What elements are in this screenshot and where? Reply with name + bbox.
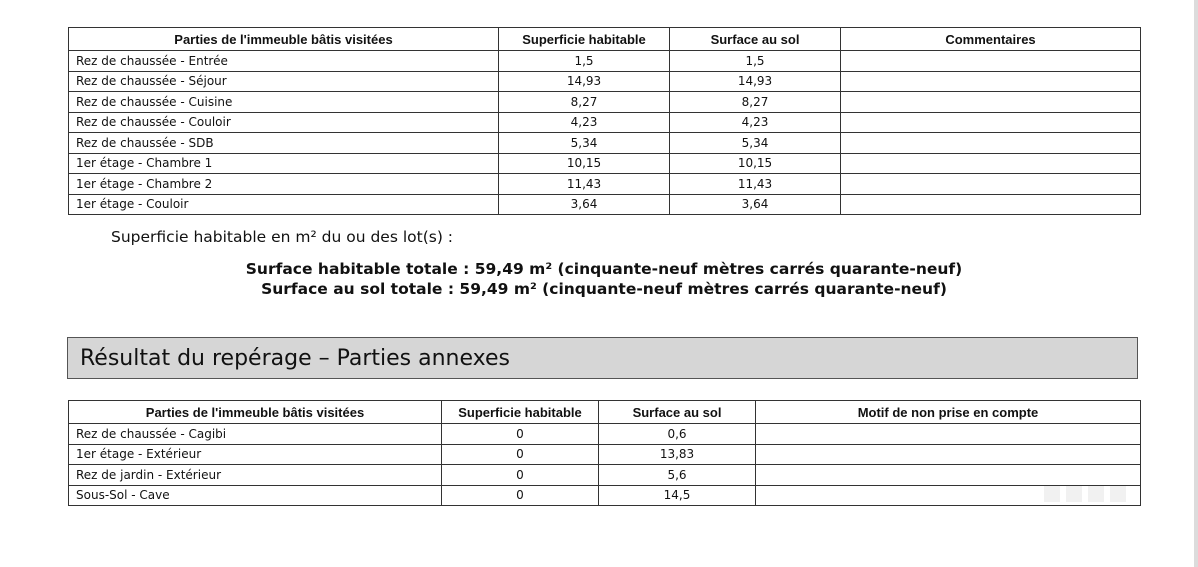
room-name: Rez de jardin - Extérieur xyxy=(69,465,442,486)
column-header: Commentaires xyxy=(841,28,1141,51)
column-header: Surface au sol xyxy=(670,28,841,51)
comment xyxy=(841,112,1141,133)
habitable-area: 8,27 xyxy=(499,92,670,113)
floor-area: 0,6 xyxy=(599,424,756,445)
comment xyxy=(841,153,1141,174)
totals-block xyxy=(68,259,1140,299)
room-name: 1er étage - Chambre 2 xyxy=(69,174,499,195)
table-row xyxy=(69,485,1141,506)
watermark-logo xyxy=(1040,478,1140,508)
floor-area: 14,93 xyxy=(670,71,841,92)
floor-area: 14,5 xyxy=(599,485,756,506)
habitable-area: 0 xyxy=(442,465,599,486)
floor-area: 5,34 xyxy=(670,133,841,154)
scrollbar-track[interactable] xyxy=(1194,0,1198,567)
comment xyxy=(841,71,1141,92)
habitable-area: 3,64 xyxy=(499,194,670,215)
habitable-area: 0 xyxy=(442,444,599,465)
room-name: Sous-Sol - Cave xyxy=(69,485,442,506)
total-habitable-area: Surface habitable totale : 59,49 m² (cinquante-neuf mètres carrés quarante-neuf) xyxy=(245,260,963,278)
habitable-area: 1,5 xyxy=(499,51,670,72)
habitable-area: 10,15 xyxy=(499,153,670,174)
floor-area: 5,6 xyxy=(599,465,756,486)
table-row xyxy=(69,174,1141,195)
floor-area: 11,43 xyxy=(670,174,841,195)
table-row xyxy=(69,71,1141,92)
comment xyxy=(841,51,1141,72)
surfaces-table xyxy=(68,27,1141,215)
table-row xyxy=(69,194,1141,215)
exclusion-reason xyxy=(756,444,1141,465)
room-name: Rez de chaussée - Cagibi xyxy=(69,424,442,445)
floor-area: 4,23 xyxy=(670,112,841,133)
column-header: Superficie habitable xyxy=(442,401,599,424)
room-name: Rez de chaussée - Cuisine xyxy=(69,92,499,113)
comment xyxy=(841,133,1141,154)
room-name: 1er étage - Couloir xyxy=(69,194,499,215)
column-header: Motif de non prise en compte xyxy=(756,401,1141,424)
floor-area: 1,5 xyxy=(670,51,841,72)
table-row xyxy=(69,92,1141,113)
table-row xyxy=(69,444,1141,465)
room-name: Rez de chaussée - Entrée xyxy=(69,51,499,72)
table-row xyxy=(69,112,1141,133)
table-row xyxy=(69,51,1141,72)
annex-table xyxy=(68,400,1141,506)
room-name: Rez de chaussée - Séjour xyxy=(69,71,499,92)
floor-area: 8,27 xyxy=(670,92,841,113)
column-header: Parties de l'immeuble bâtis visitées xyxy=(69,401,442,424)
exclusion-reason xyxy=(756,424,1141,445)
habitable-area: 11,43 xyxy=(499,174,670,195)
floor-area: 13,83 xyxy=(599,444,756,465)
room-name: Rez de chaussée - Couloir xyxy=(69,112,499,133)
room-name: 1er étage - Chambre 1 xyxy=(69,153,499,174)
total-floor-area: Surface au sol totale : 59,49 m² (cinquante-neuf mètres carrés quarante-neuf) xyxy=(261,280,947,298)
table-header-row xyxy=(69,28,1141,51)
habitable-area: 0 xyxy=(442,424,599,445)
table-row xyxy=(69,465,1141,486)
room-name: 1er étage - Extérieur xyxy=(69,444,442,465)
column-header: Superficie habitable xyxy=(499,28,670,51)
floor-area: 10,15 xyxy=(670,153,841,174)
comment xyxy=(841,174,1141,195)
comment xyxy=(841,194,1141,215)
table-row xyxy=(69,424,1141,445)
table-header-row xyxy=(69,401,1141,424)
table-row xyxy=(69,133,1141,154)
room-name: Rez de chaussée - SDB xyxy=(69,133,499,154)
column-header: Surface au sol xyxy=(599,401,756,424)
habitable-area: 0 xyxy=(442,485,599,506)
habitable-area: 4,23 xyxy=(499,112,670,133)
habitable-area: 14,93 xyxy=(499,71,670,92)
habitable-area-intro: Superficie habitable en m² du ou des lot(s) : xyxy=(111,228,454,246)
annex-section-title: Résultat du repérage – Parties annexes xyxy=(67,337,1138,379)
column-header: Parties de l'immeuble bâtis visitées xyxy=(69,28,499,51)
floor-area: 3,64 xyxy=(670,194,841,215)
comment xyxy=(841,92,1141,113)
habitable-area: 5,34 xyxy=(499,133,670,154)
table-row xyxy=(69,153,1141,174)
